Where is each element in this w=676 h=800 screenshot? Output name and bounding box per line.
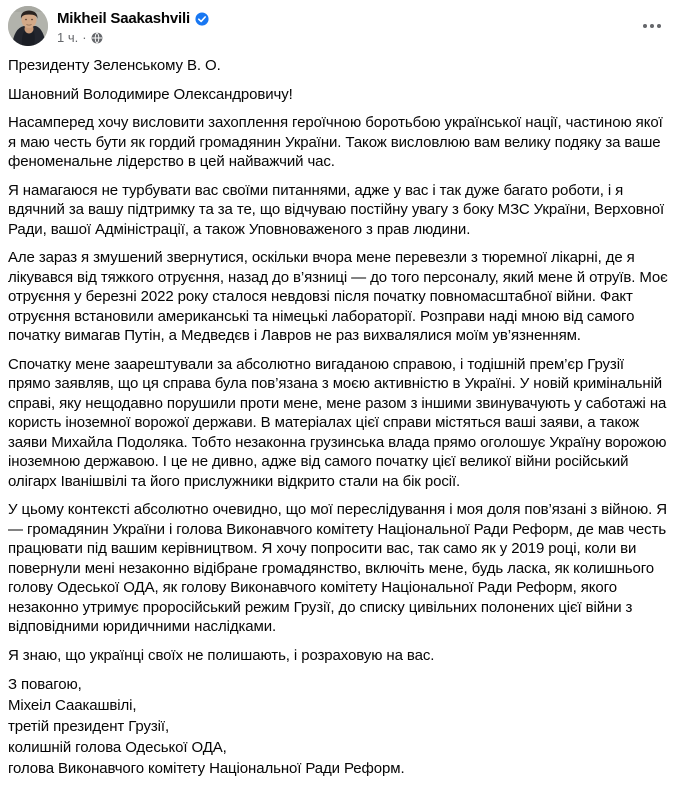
post-paragraph: Але зараз я змушений звернутися, оскільки вчора мене перевезли з тюремної лікарні, де я лікувався від тяжкого отруєння, назад до в’язниці — до того персоналу, який мене й отруїв. Моє отруєння у березні 2022 року сталося невдовзі після початку повномасштабної війни. Факт отруєння встановили американські та німецькі лабораторії. Розправи наді мною від самого початку вимагав Путін, а Медведєв і Лавров не раз вихвалялися моїм ув’язненням.: [8, 249, 668, 344]
post-paragraph: Я знаю, що українці своїх не полишають, і розраховую на вас.: [8, 646, 435, 664]
header-info: [57, 6, 668, 46]
more-options-button[interactable]: [636, 14, 668, 38]
globe-public-icon: [91, 32, 103, 44]
post-signature: [8, 674, 668, 779]
post-header: [0, 0, 676, 46]
post-timestamp[interactable]: 1 ч.: [57, 30, 79, 45]
post-paragraph: Шановний Володимире Олександровичу!: [8, 85, 293, 103]
meta-separator: ·: [82, 30, 87, 45]
name-row: [57, 9, 668, 28]
post-paragraph: Спочатку мене заарештували за абсолютно вигаданою справою, і тодішній прем’єр Грузії прямо заявляв, що ця справа була пов’язана з моєю активністю в Україні. У новій кримінальній справі, яку нещодавно порушили проти мене, мене разом з іншими звинувачують у саботажі на користь іноземної ворожої держави. В матеріалах цієї справи містяться ваші заяви, а також заяви Михайла Подоляка. Тобто незаконна грузинська влада прямо оголошує Україну ворожою іноземною державою. І це не дивно, адже від самого початку цієї великої війни російський олігарх Іванішвілі та його прислужники відкрито стали на бік росії.: [8, 355, 667, 490]
profile-photo: [8, 6, 48, 46]
post-paragraph: Президенту Зеленському В. О.: [8, 57, 221, 74]
signature-line: третій президент Грузії,: [8, 718, 170, 735]
signature-line: колишній голова Одеської ОДА,: [8, 739, 227, 756]
meta-row: [57, 30, 668, 46]
more-options-ellipsis-icon: [643, 24, 647, 28]
post-paragraph: Насамперед хочу висловити захоплення героїчною боротьбою української нації, частиною якої я маю честь бути як гордий громадянин України. Також висловлюю вам велику подяку за ваше феноменальне лідерство в цей найважчий час.: [8, 114, 663, 170]
verified-checkmark-icon: [195, 12, 209, 26]
post-paragraph: Я намагаюся не турбувати вас своїми питаннями, адже у вас і так дуже багато роботи, і я вдячний за вашу підтримку та за те, що відчуваю постійну увагу з боку МЗС України, Верховної Ради, вашої Адміністрації, а також Уповноваженого з прав людини.: [8, 181, 665, 238]
signature-line: Міхеіл Саакашвілі,: [8, 697, 137, 714]
post-paragraph: У цьому контексті абсолютно очевидно, що мої переслідування і моя доля пов’язані з війною. Я — громадянин України і голова Виконавчого комітету Національної Ради Реформ, де мав честь працювати під вашим керівництвом. Я хочу попросити вас, так само як у 2019 році, коли ви повернули мені незаконно відібране громадянство, включіть мене, будь ласка, як колишнього голову Одеської ОДА, як голову Виконавчого комітету Національної Ради Реформ, якого незаконно утримує проросійський режим Грузії, до списку цивільних полонених цієї війни з відповідними юридичними наслідками.: [8, 501, 667, 635]
author-name[interactable]: Mikheil Saakashvili: [57, 10, 190, 27]
post-body: [0, 46, 676, 779]
avatar[interactable]: [8, 6, 48, 46]
signature-line: З повагою,: [8, 676, 82, 693]
signature-line: голова Виконавчого комітету Національної Ради Реформ.: [8, 760, 405, 777]
